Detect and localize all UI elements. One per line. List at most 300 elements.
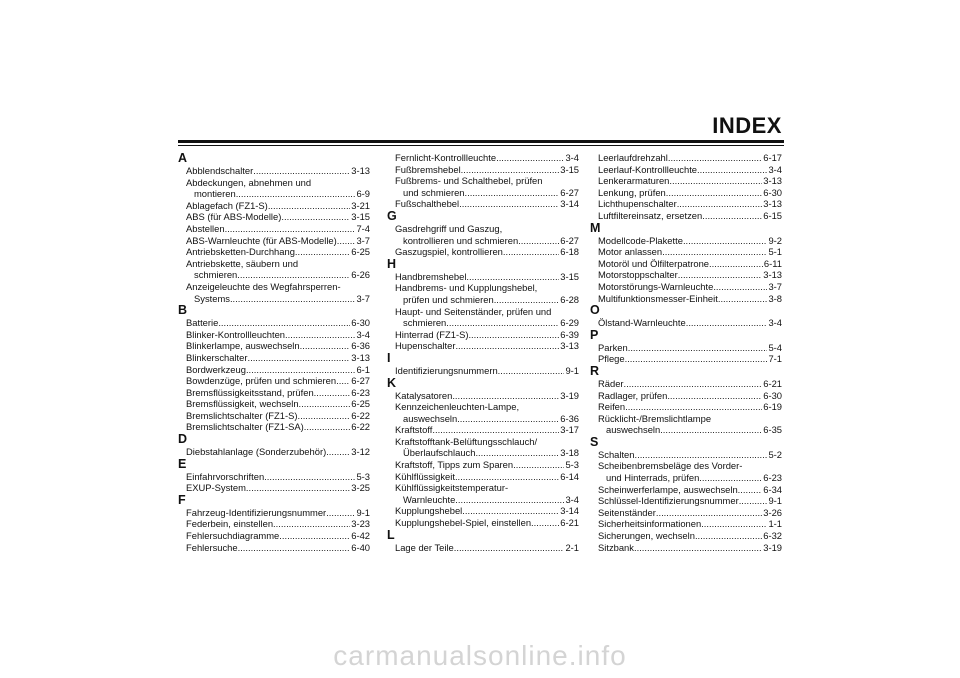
index-entry	[590, 495, 782, 507]
dot-leader	[494, 294, 560, 306]
index-page-ref: 3-13	[763, 175, 782, 187]
index-entry-text: Lage der Teile	[395, 541, 454, 553]
dot-leader	[634, 542, 762, 554]
index-page-ref: 7-1	[768, 353, 782, 365]
index-page-ref: 3-12	[351, 446, 370, 458]
dot-leader	[662, 246, 767, 258]
dot-leader	[300, 340, 351, 352]
dot-leader	[455, 494, 564, 506]
index-page-ref: 6-27	[560, 186, 579, 198]
index-entry	[178, 235, 370, 247]
index-entry-text: Fehlersuche	[186, 541, 238, 553]
index-page-ref: 3-7	[356, 234, 370, 246]
index-entry	[590, 378, 782, 390]
index-entry	[178, 246, 370, 258]
index-entry-text: Blinkerschalter	[186, 351, 248, 363]
index-entry	[178, 387, 370, 399]
index-entry-text: Kennzeichenleuchten-Lampe,	[395, 401, 520, 413]
index-entry-text: Kupplungshebel	[395, 505, 463, 517]
dot-leader	[432, 424, 559, 436]
index-letter-heading: A	[178, 151, 188, 165]
index-page-ref: 3-13	[763, 269, 782, 281]
index-column-2	[387, 152, 579, 553]
dot-leader	[273, 518, 350, 530]
dot-leader	[246, 482, 350, 494]
index-entry-text: und Hinterrads, prüfen	[606, 472, 700, 484]
index-entry	[387, 401, 579, 424]
index-entry	[590, 484, 782, 496]
index-entry	[590, 293, 782, 305]
index-page-ref: 5-3	[565, 459, 579, 471]
index-entry-text: Warnleuchte	[403, 493, 456, 505]
dot-leader	[299, 398, 351, 410]
index-entry-text: Motoröl und Ölfilterpatrone	[598, 257, 709, 269]
index-page-ref: 6-30	[763, 186, 782, 198]
index-entry-text: Multifunktionsmesser-Einheit	[598, 292, 718, 304]
dot-leader	[686, 317, 768, 329]
index-page-ref: 6-30	[763, 389, 782, 401]
index-letter-heading: G	[387, 208, 397, 223]
index-entry	[178, 329, 370, 341]
index-entry-text: Bordwerkzeug	[186, 363, 246, 375]
dot-leader	[695, 530, 762, 542]
index-entry-text: Kraftstoff, Tipps zum Sparen	[395, 459, 514, 471]
index-page-ref: 6-1	[356, 363, 370, 375]
index-entry-text: Seitenständer	[598, 506, 656, 518]
index-entry-text: Bremsflüssigkeitsstand, prüfen	[186, 386, 314, 398]
index-entry	[590, 269, 782, 281]
dot-leader	[625, 401, 762, 413]
index-letter-heading: S	[590, 434, 599, 449]
dot-leader	[236, 188, 356, 200]
index-page-ref: 6-39	[560, 328, 579, 340]
index-entry	[590, 401, 782, 413]
index-page-ref: 3-7	[356, 292, 370, 304]
index-entry-text: Rücklicht-/Bremslichtlampe	[598, 412, 712, 424]
index-page-ref: 6-42	[351, 530, 370, 542]
dot-leader	[218, 317, 350, 329]
index-entry-text: Luftfiltereinsatz, ersetzen	[598, 209, 703, 221]
index-entry-text: Bowdenzüge, prüfen und schmieren	[186, 375, 337, 387]
index-entry	[178, 410, 370, 422]
dot-leader	[230, 293, 355, 305]
index-page-ref: 3-14	[560, 198, 579, 210]
index-page-ref: 6-40	[351, 541, 370, 553]
index-entry	[590, 152, 782, 164]
index-page-ref: 3-15	[560, 163, 579, 175]
index-letter-heading: F	[178, 492, 186, 507]
index-entry	[590, 530, 782, 542]
index-entry-text: Motorstörungs-Warnleuchte	[598, 280, 714, 292]
index-entry-text: Fußbremshebel	[395, 163, 461, 175]
index-entry	[387, 436, 579, 459]
index-entry-text: ABS (für ABS-Modelle)	[186, 211, 282, 223]
index-entry	[178, 352, 370, 364]
index-entry	[178, 223, 370, 235]
index-entry-text: Kraftstofftank-Belüftungsschlauch/	[395, 435, 538, 447]
dot-leader	[702, 210, 762, 222]
index-entry-text: Kupplungshebel-Spiel, einstellen	[395, 517, 532, 529]
index-entry-text: kontrollieren und schmieren	[403, 234, 519, 246]
index-entry	[387, 329, 579, 341]
dot-leader	[531, 517, 559, 529]
index-page-ref: 6-22	[351, 421, 370, 433]
index-page-ref: 3-21	[351, 199, 370, 211]
dot-leader	[667, 390, 762, 402]
index-entry-text: Kühlflüssigkeitstemperatur-	[395, 482, 509, 494]
dot-leader	[475, 447, 559, 459]
index-entry	[178, 507, 370, 519]
index-entry	[387, 152, 579, 164]
index-entry	[387, 282, 579, 305]
index-entry-text: Fußschalthebel	[395, 198, 460, 210]
dot-leader	[237, 269, 350, 281]
index-entry	[590, 449, 782, 461]
index-entry-text: Sitzbank	[598, 541, 634, 553]
index-entry-text: Diebstahlanlage (Sonderzubehör)	[186, 446, 327, 458]
index-page-ref: 5-1	[768, 246, 782, 258]
index-entry	[178, 317, 370, 329]
index-entry-text: Batterie	[186, 317, 219, 329]
index-page-ref: 6-35	[763, 424, 782, 436]
dot-leader	[455, 340, 559, 352]
index-entry-text: Kühlflüssigkeit	[395, 470, 455, 482]
index-entry-text: Federbein, einstellen	[186, 518, 274, 530]
index-entry-text: Antriebsketten-Durchhang	[186, 246, 295, 258]
index-entry	[178, 375, 370, 387]
index-page-ref: 3-13	[560, 340, 579, 352]
index-page-ref: 6-29	[560, 317, 579, 329]
index-letter-heading: M	[590, 220, 601, 235]
index-entry	[387, 246, 579, 258]
dot-leader	[281, 211, 350, 223]
dot-leader	[628, 342, 768, 354]
dot-leader	[699, 472, 762, 484]
dot-leader	[326, 507, 355, 519]
index-page-ref: 6-27	[560, 234, 579, 246]
index-entry	[387, 424, 579, 436]
index-entry	[387, 365, 579, 377]
index-page-ref: 2-1	[565, 541, 579, 553]
dot-leader	[238, 542, 351, 554]
dot-leader	[709, 258, 763, 270]
dot-leader	[677, 198, 763, 210]
index-entry-text: Identifizierungsnummern	[395, 364, 498, 376]
index-entry	[178, 446, 370, 458]
dot-leader	[683, 235, 767, 247]
dot-leader	[697, 164, 767, 176]
index-entry-text: Motor anlassen	[598, 246, 663, 258]
dot-leader	[457, 413, 559, 425]
index-entry-text: montieren	[194, 188, 236, 200]
index-entry-text: Sicherheitsinformationen	[598, 518, 702, 530]
index-entry-text: Fehlersuchdiagramme	[186, 530, 280, 542]
index-entry	[590, 542, 782, 554]
index-page-ref: 6-34	[763, 483, 782, 495]
index-entry-text: Scheinwerferlampe, auswechseln	[598, 483, 738, 495]
dot-leader	[336, 375, 350, 387]
index-entry-text: Lenkerarmaturen	[598, 175, 670, 187]
index-page-ref: 5-2	[768, 448, 782, 460]
dot-leader	[466, 271, 559, 283]
index-entry	[590, 317, 782, 329]
index-entry	[387, 505, 579, 517]
dot-leader	[503, 246, 559, 258]
index-entry-text: Scheibenbremsbeläge des Vorder-	[598, 460, 743, 472]
index-page-ref: 6-9	[356, 188, 370, 200]
index-entry-text: Ablagefach (FZ1-S)	[186, 199, 268, 211]
index-entry-text: Pflege	[598, 353, 625, 365]
index-entry	[590, 281, 782, 293]
index-page-ref: 6-17	[763, 152, 782, 163]
index-entry	[387, 390, 579, 402]
index-page-ref: 3-14	[560, 505, 579, 517]
index-entry-text: Reifen	[598, 401, 626, 413]
index-page-ref: 6-30	[351, 317, 370, 329]
dot-leader	[666, 187, 762, 199]
index-page-ref: 3-15	[560, 270, 579, 282]
dot-leader	[718, 293, 768, 305]
index-entry-text: Abblendschalter	[186, 165, 254, 176]
dot-leader	[246, 364, 356, 376]
index-entry-text: Blinker-Kontrollleuchten	[186, 328, 286, 340]
index-page-ref: 3-13	[763, 198, 782, 210]
index-entry	[590, 258, 782, 270]
index-entry-text: auswechseln	[606, 424, 661, 436]
index-entry	[178, 211, 370, 223]
index-entry	[590, 187, 782, 199]
index-page-ref: 9-1	[356, 506, 370, 518]
dot-leader	[285, 329, 355, 341]
index-entry	[387, 175, 579, 198]
index-page-ref: 9-1	[768, 495, 782, 507]
index-entry-text: Gaszugspiel, kontrollieren	[395, 246, 503, 258]
index-entry-text: Fernlicht-Kontrollleuchte	[395, 152, 497, 163]
index-page-ref: 3-17	[560, 424, 579, 436]
index-entry-text: Systems	[194, 292, 230, 304]
index-entry-text: Handbrems- und Kupplungshebel,	[395, 282, 538, 294]
index-entry-text: Leerlauf-Kontrollleuchte	[598, 163, 698, 175]
index-page-ref: 3-15	[351, 211, 370, 223]
dot-leader	[454, 542, 565, 554]
index-page-ref: 3-4	[356, 328, 370, 340]
index-page-ref: 6-23	[351, 386, 370, 398]
index-page-ref: 3-19	[763, 541, 782, 553]
index-entry-text: Bremslichtschalter (FZ1-S)	[186, 409, 298, 421]
index-page-ref: 6-18	[560, 246, 579, 258]
index-page-ref: 3-4	[565, 152, 579, 163]
index-letter-heading: B	[178, 303, 188, 318]
dot-leader	[247, 352, 350, 364]
index-entry	[387, 482, 579, 505]
index-entry-text: Hupenschalter	[395, 340, 456, 352]
dot-leader	[738, 484, 763, 496]
index-entry-text: Kraftstoff	[395, 424, 433, 436]
dot-leader	[304, 421, 351, 433]
index-entry	[178, 281, 370, 304]
index-entry-text: Schalten	[598, 448, 635, 460]
dot-leader	[701, 518, 767, 530]
index-entry	[590, 460, 782, 483]
index-page-ref: 6-15	[763, 209, 782, 221]
index-page-ref: 3-13	[351, 165, 370, 176]
index-entry-text: Abdeckungen, abnehmen und	[186, 176, 312, 188]
dot-leader	[498, 365, 565, 377]
index-entry-text: Katalysatoren	[395, 389, 453, 401]
dot-leader	[739, 495, 768, 507]
index-entry-text: schmieren	[403, 317, 447, 329]
index-entry-text: Lenkung, prüfen	[598, 186, 666, 198]
index-entry	[387, 306, 579, 329]
dot-leader	[337, 235, 356, 247]
index-entry-text: Anzeigeleuchte des Wegfahrsperren-	[186, 280, 341, 292]
index-entry	[590, 164, 782, 176]
index-page-ref: 6-28	[560, 293, 579, 305]
index-entry	[590, 235, 782, 247]
index-letter-heading: E	[178, 456, 187, 471]
dot-leader	[656, 507, 762, 519]
index-entry-text: Modellcode-Plakette	[598, 234, 683, 246]
dot-leader	[452, 390, 559, 402]
index-letter-heading: R	[590, 363, 600, 378]
dot-leader	[268, 200, 350, 212]
index-entry-text: Ölstand-Warnleuchte	[598, 317, 686, 329]
dot-leader	[468, 329, 559, 341]
dot-leader	[297, 410, 350, 422]
index-entry-text: Handbremshebel	[395, 270, 467, 282]
dot-leader	[314, 387, 351, 399]
index-page-ref: 6-22	[351, 409, 370, 421]
index-entry-text: Antriebskette, säubern und	[186, 257, 299, 269]
index-entry	[590, 246, 782, 258]
dot-leader	[459, 198, 559, 210]
index-column-1	[178, 152, 370, 553]
index-entry-text: Fußbrems- und Schalthebel, prüfen	[395, 175, 543, 187]
index-entry-text: Sicherungen, wechseln	[598, 530, 695, 542]
index-entry	[590, 507, 782, 519]
dot-leader	[634, 449, 767, 461]
index-entry-text: Bremsflüssigkeit, wechseln	[186, 398, 299, 410]
index-entry	[178, 518, 370, 530]
dot-leader	[496, 152, 564, 164]
index-entry	[178, 530, 370, 542]
index-entry-text: Gasdrehgriff und Gaszug,	[395, 222, 503, 234]
index-entry	[178, 258, 370, 281]
index-page-ref: 6-14	[560, 470, 579, 482]
dot-leader	[518, 235, 559, 247]
index-entry	[178, 471, 370, 483]
index-page-ref: 6-11	[763, 257, 782, 269]
index-entry	[387, 340, 579, 352]
index-page-ref: 6-26	[351, 269, 370, 281]
dot-leader	[713, 281, 767, 293]
index-entry	[178, 165, 370, 177]
index-entry	[387, 542, 579, 554]
index-letter-heading: K	[387, 375, 397, 390]
index-entry-text: und schmieren	[403, 186, 465, 198]
index-page-ref: 6-25	[351, 398, 370, 410]
dot-leader	[660, 424, 762, 436]
index-page-ref: 3-4	[768, 163, 782, 175]
index-entry-text: Schlüssel-Identifizierungsnummer	[598, 495, 739, 507]
index-page-ref: 3-23	[351, 518, 370, 530]
index-page-ref: 9-2	[768, 234, 782, 246]
index-page-ref: 3-19	[560, 389, 579, 401]
index-page-ref: 3-4	[768, 317, 782, 329]
dot-leader	[513, 459, 564, 471]
dot-leader	[462, 505, 559, 517]
index-letter-heading: I	[387, 350, 391, 365]
index-page-ref: 6-36	[560, 412, 579, 424]
index-entry-text: ABS-Warnleuchte (für ABS-Modelle)	[186, 234, 337, 246]
index-entry	[387, 459, 579, 471]
watermark: carmanualsonline.info	[333, 640, 627, 671]
index-letter-heading: D	[178, 432, 188, 447]
index-page-ref: 6-21	[560, 517, 579, 529]
dot-leader	[669, 175, 762, 187]
index-entry-text: Parken	[598, 341, 628, 353]
index-entry	[387, 271, 579, 283]
dot-leader	[253, 165, 350, 177]
index-entry-text: EXUP-System	[186, 482, 246, 494]
index-entry-text: Einfahrvorschriften	[186, 470, 265, 482]
index-entry	[387, 471, 579, 483]
index-page-ref: 6-32	[763, 530, 782, 542]
index-page-ref: 6-27	[351, 375, 370, 387]
dot-leader	[668, 152, 762, 164]
dot-leader	[465, 187, 560, 199]
dot-leader	[678, 269, 763, 281]
index-page-ref: 6-21	[763, 377, 782, 389]
index-entry-text: auswechseln	[403, 412, 458, 424]
index-page-ref: 3-26	[763, 506, 782, 518]
index-page-ref: 6-19	[763, 401, 782, 413]
page-title: INDEX	[712, 113, 782, 138]
index-entry-text: prüfen und schmieren	[403, 293, 494, 305]
index-entry	[178, 482, 370, 494]
index-entry	[387, 223, 579, 246]
index-page-ref: 1-1	[768, 518, 782, 530]
index-entry-text: Bremslichtschalter (FZ1-SA)	[186, 421, 304, 433]
dot-leader	[295, 246, 350, 258]
index-entry	[387, 164, 579, 176]
index-entry-text: Lichthupenschalter	[598, 198, 677, 210]
index-entry	[590, 342, 782, 354]
index-entry	[178, 364, 370, 376]
index-entry-text: Leerlaufdrehzahl	[598, 152, 668, 163]
index-entry	[590, 175, 782, 187]
index-entry	[178, 421, 370, 433]
index-entry	[590, 413, 782, 436]
index-entry	[590, 198, 782, 210]
index-entry	[590, 390, 782, 402]
header-rule	[178, 140, 784, 146]
index-entry-text: Haupt- und Seitenständer, prüfen und	[395, 305, 552, 317]
index-entry-text: Überlaufschlauch	[403, 447, 476, 459]
index-entry	[590, 353, 782, 365]
index-column-3	[590, 152, 782, 553]
index-entry	[178, 200, 370, 212]
index-page-ref: 6-25	[351, 246, 370, 258]
index-entry-text: Räder	[598, 377, 624, 389]
index-entry	[178, 542, 370, 554]
index-letter-heading: L	[387, 527, 395, 542]
index-entry	[178, 398, 370, 410]
index-page-ref: 9-1	[565, 364, 579, 376]
dot-leader	[264, 471, 355, 483]
index-page-ref: 6-36	[351, 340, 370, 352]
dot-leader	[461, 164, 560, 176]
